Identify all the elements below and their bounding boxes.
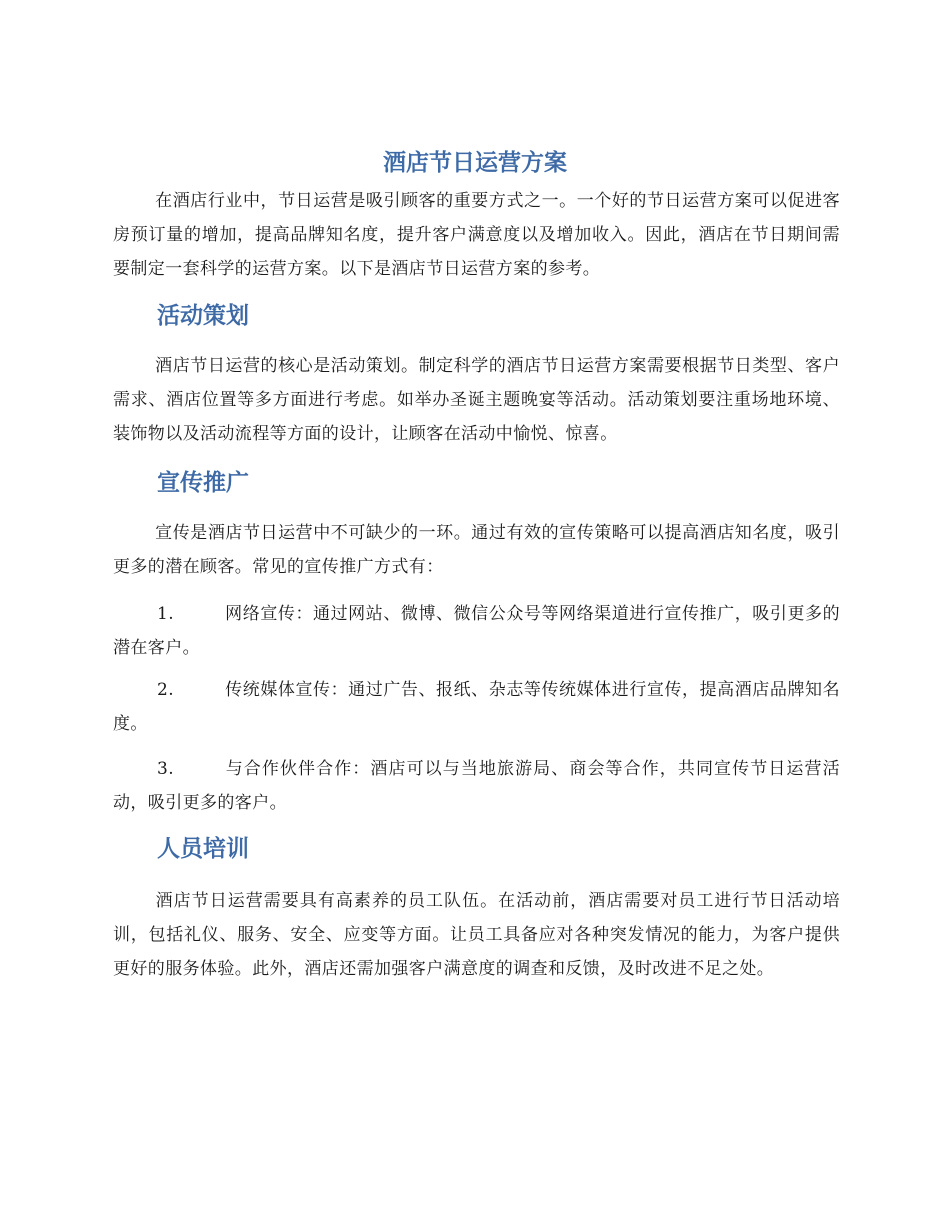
promotion-paragraph <box>113 516 840 584</box>
list-item-text: 传统媒体宣传：通过广告、报纸、杂志等传统媒体进行宣传，提高酒店品牌知名度。 <box>113 680 840 734</box>
list-item <box>113 752 840 820</box>
staff-training-text: 酒店节日运营需要具有高素养的员工队伍。在活动前，酒店需要对员工进行节日活动培训，包括礼仪、服务、安全、应变等方面。让员工具备应对各种突发情况的能力，为客户提供更好的服务体验。此外，酒店还需加强客户满意度的调查和反馈，及时改进不足之处。 <box>113 891 840 979</box>
list-item-text: 网络宣传：通过网站、微博、微信公众号等网络渠道进行宣传推广，吸引更多的潜在客户。 <box>113 604 840 658</box>
intro-text: 在酒店行业中，节日运营是吸引顾客的重要方式之一。一个好的节日运营方案可以促进客房预订量的增加，提高品牌知名度，提升客户满意度以及增加收入。因此，酒店在节日期间需要制定一套科学的运营方案。以下是酒店节日运营方案的参考。 <box>113 191 840 279</box>
list-item-number: 2. <box>157 680 175 700</box>
promotion-text: 宣传是酒店节日运营中不可缺少的一环。通过有效的宣传策略可以提高酒店知名度，吸引更多的潜在顾客。常见的宣传推广方式有： <box>113 523 840 577</box>
intro-paragraph <box>113 184 840 286</box>
list-item <box>113 673 840 741</box>
section-heading-staff-training: 人员培训 <box>157 836 249 862</box>
list-item-text: 与合作伙伴合作：酒店可以与当地旅游局、商会等合作，共同宣传节日运营活动，吸引更多的客户。 <box>113 759 840 813</box>
list-item <box>113 597 840 665</box>
section-heading-promotion: 宣传推广 <box>157 470 249 496</box>
staff-training-paragraph <box>113 884 840 986</box>
document-title: 酒店节日运营方案 <box>383 150 567 176</box>
activity-planning-paragraph <box>113 349 840 451</box>
section-heading-activity-planning: 活动策划 <box>157 303 249 329</box>
list-item-number: 3. <box>157 759 175 779</box>
activity-planning-text: 酒店节日运营的核心是活动策划。制定科学的酒店节日运营方案需要根据节日类型、客户需求、酒店位置等多方面进行考虑。如举办圣诞主题晚宴等活动。活动策划要注重场地环境、装饰物以及活动流程等方面的设计，让顾客在活动中愉悦、惊喜。 <box>113 356 840 444</box>
list-item-number: 1. <box>157 604 175 624</box>
